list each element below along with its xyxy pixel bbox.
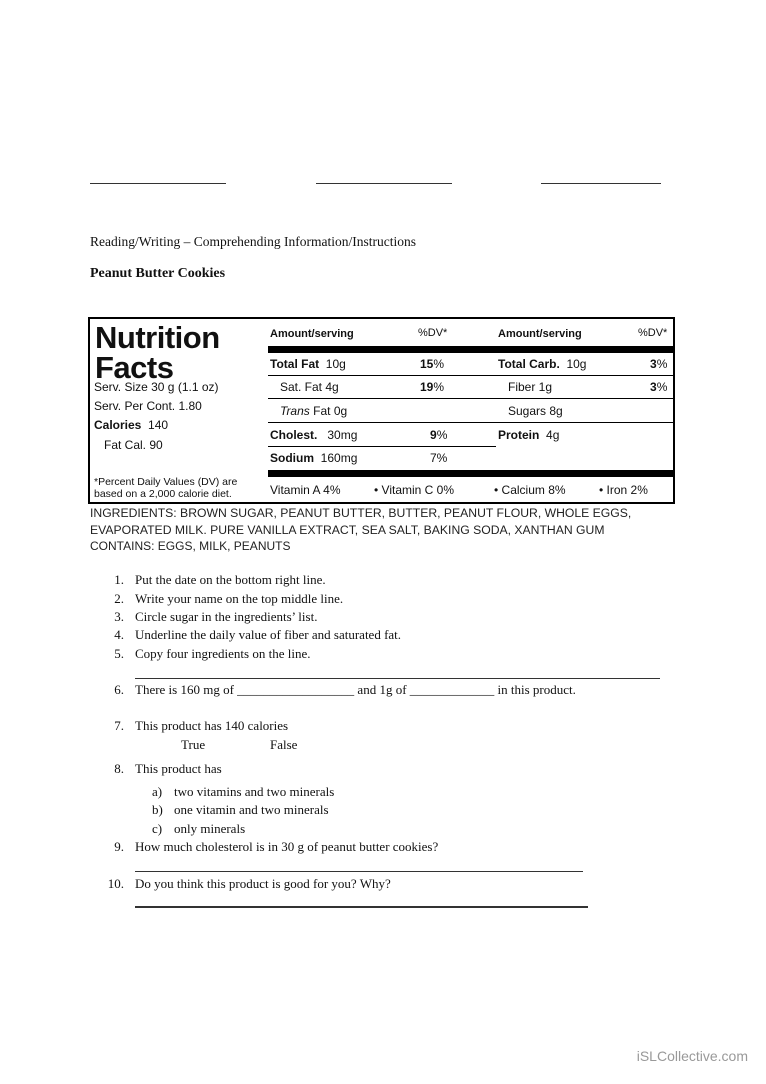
fat-calories: Fat Cal. 90 [104,438,163,452]
ingredients-line-2: EVAPORATED MILK. PURE VANILLA EXTRACT, SEA SALT, BAKING SODA, XANTHAN GUM [90,522,605,537]
question-text: There is 160 mg of __________________ and 1g of _____________ in this product. [135,682,576,697]
sodium-row [270,451,357,465]
question-text: How much cholesterol is in 30 g of peanut butter cookies? [135,839,439,854]
fiber: Fiber 1g [508,380,553,394]
header-amount-1: Amount/serving [270,328,354,340]
name-line[interactable] [316,172,452,184]
rule [268,398,673,399]
question-number: 5. [114,646,124,661]
question-number: 8. [114,761,124,776]
calories-label: Calories [94,418,142,432]
question-text: Underline the daily value of fiber and saturated fat. [135,627,402,642]
protein-row [498,428,559,442]
option-b[interactable]: one vitamin and two minerals [174,802,329,817]
dv-footnote: *Percent Daily Values (DV) are based on a 2,000 calorie diet. [94,476,238,500]
header-amount-2: Amount/serving [498,328,582,340]
vitamin-c: • Vitamin C 0% [374,483,455,497]
total-carb-label: Total Carb. [498,357,560,371]
sodium-dv: 7% [430,451,448,465]
pct-sign: % [433,380,445,394]
page-title: Peanut Butter Cookies [90,266,226,281]
label-heading-facts: Facts [95,350,174,385]
option-letter: a) [152,784,163,799]
question-number: 3. [114,609,124,624]
question-number: 1. [114,572,124,587]
option-letter: c) [152,821,163,836]
question-number: 2. [114,591,124,606]
option-letter: b) [152,802,163,817]
question-text: Do you think this product is good for you? Why? [135,876,391,891]
trans-amount: Fat 0g [313,404,348,418]
date-line[interactable] [90,172,226,184]
sat-fat: Sat. Fat 4g [280,380,339,394]
total-fat-dv-value: 15 [420,357,434,371]
rule [268,422,673,423]
question-text: Circle sugar in the ingredients’ list. [135,609,318,624]
total-fat-label: Total Fat [270,357,320,371]
total-fat-row [270,357,346,371]
pct-sign: % [433,357,445,371]
question-number: 10. [107,876,124,891]
protein-label: Protein [498,428,540,442]
total-fat-amount: 10g [325,357,346,371]
question-text: Write your name on the top middle line. [135,591,344,606]
question-text: This product has 140 calories [135,718,289,733]
pct-sign: % [656,380,668,394]
label-heading-nutrition: Nutrition [95,320,220,355]
option-a[interactable]: two vitamins and two minerals [174,784,335,799]
question-number: 6. [114,682,124,697]
fiber-dv [650,380,667,394]
total-carb-row [498,357,586,371]
answer-line-9[interactable] [135,871,583,872]
pct-sign: % [656,357,668,371]
answer-line-10[interactable] [135,906,588,908]
vitamin-a: Vitamin A 4% [270,483,341,497]
question-text: Copy four ingredients on the line. [135,646,311,661]
servings-per-container: Serv. Per Cont. 1.80 [94,399,202,413]
cholesterol-row [270,428,357,442]
calories-value: 140 [148,418,169,432]
subject-heading: Reading/Writing – Comprehending Information/Instructions [90,234,417,249]
serving-size: Serv. Size 30 g (1.1 oz) [94,380,219,394]
nutrition-label [88,317,675,504]
question-number: 7. [114,718,124,733]
sodium-label: Sodium [270,451,314,465]
total-carb-amount: 10g [566,357,587,371]
cholesterol-label: Cholest. [270,428,318,442]
true-option[interactable]: True [181,737,206,752]
rule [268,446,496,447]
sodium-amount: 160mg [320,451,358,465]
thick-rule-bottom [268,470,673,477]
sugars: Sugars 8g [508,404,563,418]
watermark: iSLCollective.com [636,1048,748,1064]
question-text: This product has [135,761,222,776]
answer-line-5[interactable] [135,678,660,679]
header-dv-1: %DV* [418,327,448,339]
cholesterol-dv [430,428,447,442]
label-values-grid [268,319,673,502]
iron: • Iron 2% [599,483,648,497]
option-c[interactable]: only minerals [174,821,246,836]
bottom-right-line[interactable] [541,172,661,184]
thick-rule-top [268,346,673,353]
label-left-panel [90,319,260,502]
false-option[interactable]: False [270,737,298,752]
cholesterol-dv-value: 9 [430,428,437,442]
header-dv-2: %DV* [638,327,668,339]
total-fat-dv [420,357,444,371]
allergens: CONTAINS: EGGS, MILK, PEANUTS [90,539,291,553]
question-number: 4. [114,627,124,642]
ingredients-line-1: INGREDIENTS: BROWN SUGAR, PEANUT BUTTER, BUTTER, PEANUT FLOUR, WHOLE EGGS, [90,506,632,520]
total-carb-dv [650,357,667,371]
sat-fat-dv-value: 19 [420,380,434,394]
fiber-dv-value: 3 [650,380,657,394]
cholesterol-amount: 30mg [327,428,358,442]
calories-row [94,418,168,432]
total-carb-dv-value: 3 [650,357,657,371]
trans-label: Trans [280,404,310,418]
calcium: • Calcium 8% [494,483,566,497]
question-text: Put the date on the bottom right line. [135,572,326,587]
question-number: 9. [114,839,124,854]
trans-fat [280,404,347,418]
sat-fat-dv [420,380,444,394]
rule [268,375,673,376]
ingredients [90,505,631,538]
protein-amount: 4g [546,428,560,442]
pct-sign: % [436,428,448,442]
